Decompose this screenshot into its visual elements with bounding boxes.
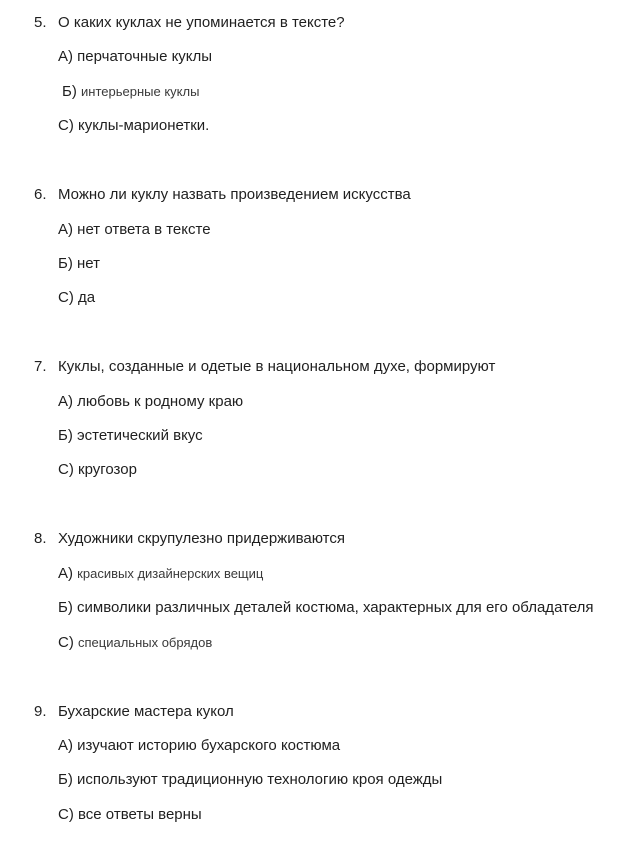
option-letter: Б) xyxy=(58,255,78,272)
option-letter: С) xyxy=(58,806,78,823)
option-text: да xyxy=(78,289,96,306)
question-number: 6. xyxy=(34,186,47,203)
option-text: кругозор xyxy=(78,461,137,478)
question-text: О каких куклах не упоминается в тексте? xyxy=(58,14,345,31)
option-c xyxy=(58,115,209,137)
option-letter: Б) xyxy=(58,599,78,616)
option-letter: Б) xyxy=(58,771,78,788)
option-c xyxy=(58,287,95,309)
option-b xyxy=(58,425,203,447)
option-letter: А) xyxy=(58,393,78,410)
option-letter: С) xyxy=(58,461,78,478)
option-b xyxy=(62,81,199,103)
option-text: любовь к родному краю xyxy=(77,393,244,410)
option-text: перчаточные куклы xyxy=(77,48,213,65)
option-letter: Б) xyxy=(62,83,82,100)
question-number: 5. xyxy=(34,14,47,31)
option-text: нет ответа в тексте xyxy=(77,221,211,238)
question-number: 8. xyxy=(34,530,47,547)
question-text: Можно ли куклу назвать произведением искусства xyxy=(58,186,411,203)
option-letter: С) xyxy=(58,117,78,134)
option-letter: А) xyxy=(58,221,78,238)
option-text: символики различных деталей костюма, характерных для его обладателя xyxy=(77,599,594,616)
question-text: Куклы, созданные и одетые в национальном духе, формируют xyxy=(58,358,496,375)
option-text: изучают историю бухарского костюма xyxy=(77,737,341,754)
option-letter: С) xyxy=(58,289,78,306)
option-a xyxy=(58,46,212,68)
question-number: 7. xyxy=(34,358,47,375)
option-text: используют традиционную технологию кроя одежды xyxy=(77,771,443,788)
option-letter: А) xyxy=(58,48,78,65)
question-number: 9. xyxy=(34,703,47,720)
question-text: Бухарские мастера кукол xyxy=(58,703,234,720)
option-text: красивых дизайнерских вещиц xyxy=(77,566,264,581)
option-a xyxy=(58,735,340,757)
option-b xyxy=(58,597,594,619)
option-a xyxy=(58,563,263,585)
option-a xyxy=(58,219,211,241)
option-letter: С) xyxy=(58,634,78,651)
option-text: нет xyxy=(77,255,101,272)
option-text: интерьерные куклы xyxy=(81,84,200,99)
option-b xyxy=(58,769,442,791)
option-a xyxy=(58,391,243,413)
option-letter: А) xyxy=(58,737,78,754)
option-c xyxy=(58,632,212,654)
option-c xyxy=(58,804,202,826)
option-text: куклы-марионетки. xyxy=(78,117,210,134)
option-c xyxy=(58,459,137,481)
option-b xyxy=(58,253,100,275)
option-text: эстетический вкус xyxy=(77,427,203,444)
option-text: все ответы верны xyxy=(78,806,202,823)
option-text: специальных обрядов xyxy=(78,635,213,650)
option-letter: Б) xyxy=(58,427,78,444)
option-letter: А) xyxy=(58,565,78,582)
question-text: Художники скрупулезно придерживаются xyxy=(58,530,345,547)
